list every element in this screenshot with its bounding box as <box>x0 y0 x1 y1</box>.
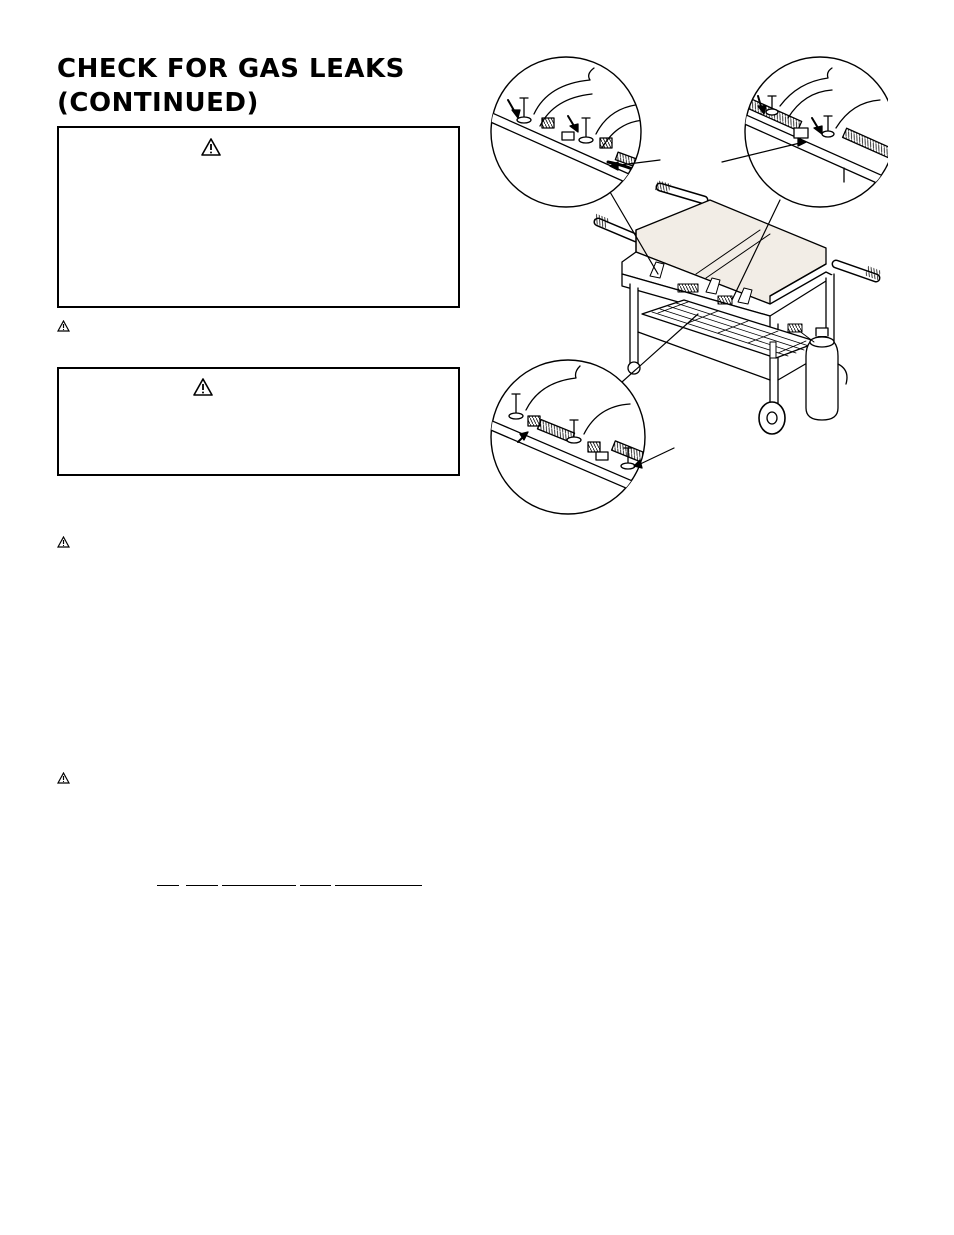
underline-blank <box>300 885 331 886</box>
caution-box <box>57 367 460 476</box>
underline-blank <box>157 885 179 886</box>
detail-view-3 <box>488 360 674 514</box>
page-title <box>57 52 405 120</box>
underline-blank <box>186 885 218 886</box>
detail-view-1 <box>488 57 660 207</box>
grill-cart <box>593 180 882 434</box>
detail-view-2 <box>722 57 888 207</box>
page-title-line-1: CHECK FOR GAS LEAKS <box>57 54 405 84</box>
grill-leak-check-illustration <box>488 52 888 522</box>
warning-triangle-icon <box>57 320 70 332</box>
warning-triangle-icon <box>201 138 221 156</box>
warning-triangle-icon <box>193 378 213 396</box>
warning-triangle-icon <box>57 772 70 784</box>
underline-blank <box>335 885 422 886</box>
page-title-line-2: (CONTINUED) <box>57 88 259 118</box>
warning-box <box>57 126 460 308</box>
underline-blank <box>222 885 296 886</box>
warning-triangle-icon <box>57 536 70 548</box>
